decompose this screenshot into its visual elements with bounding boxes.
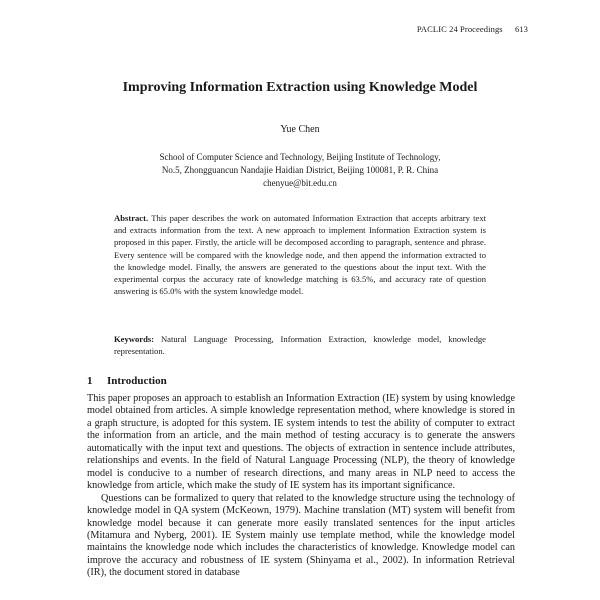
body-paragraph-1: This paper proposes an approach to establish an Information Extraction (IE) system by using knowledge model obtained from articles. A simple knowledge representation method, where knowledge is stored in a graph structure, is adopted for this system. IE system intends to test the ability of computer to extract the information from an article, and the main method of testing accuracy is to generate the answers automatically with the input text and questions. The objects of extraction in sentence include attributes, relationships and events. In the field of Natural Language Processing (NLP), the theory of knowledge model is conducive to a number of research directions, and many areas in NLP need to access the knowledge from article, which make the study of IE system has its important significance. [87,393,515,492]
abstract-text: This paper describes the work on automated Information Extraction that accepts arbitrary text and extracts information from the text. A new approach to implement Information Extraction system is proposed in this paper. Firstly, the article will be decomposed according to paragraph, sentence and phrase. Every sentence will be compared with the knowledge node, and then append the information extracted to the knowledge model. Finally, the answers are generated to the questions about the input text. With the experimental corpus the accuracy rate of knowledge matching is 63.5%, and accuracy rate of question answering is 65.0% with the system knowledge model. [114,213,487,297]
running-header [417,24,528,34]
body-text [87,393,515,580]
abstract-label: Abstract. [114,213,149,223]
affiliation-block [0,151,600,190]
affiliation-line-1: School of Computer Science and Technology, Beijing Institute of Technology, [159,152,441,162]
section-title: Introduction [107,375,167,387]
author-name: Yue Chen [280,124,320,135]
author-email: chenyue@bit.edu.cn [263,178,337,188]
section-heading [87,375,167,387]
keywords [114,333,486,357]
keywords-text: Natural Language Processing, Information Extraction, knowledge model, knowledge representation. [114,334,486,357]
paper-title: Improving Information Extraction using Knowledge Model [122,80,478,95]
page-number: 613 [514,24,528,34]
abstract [114,212,486,297]
body-paragraph-2: Questions can be formalized to query that related to the knowledge structure using the technology of knowledge model in QA system (McKeown, 1979). Machine translation (MT) system will benefit from knowledge model because it can generate more easily translated sentences for the input articles (Mitamura and Nyberg, 2001). IE System mainly use template method, while the knowledge model maintains the knowledge node which includes the characteristics of knowledge. Knowledge model can improve the accuracy and robustness of IE system (Shinyama et al., 2002). In information Retrieval (IR), the document stored in database [87,492,515,579]
affiliation-line-2: No.5, Zhongguancun Nandajie Haidian District, Beijing 100081, P. R. China [161,165,439,175]
keywords-label: Keywords: [114,334,155,344]
venue-label: PACLIC 24 Proceedings [416,24,503,34]
section-number: 1 [87,375,93,387]
